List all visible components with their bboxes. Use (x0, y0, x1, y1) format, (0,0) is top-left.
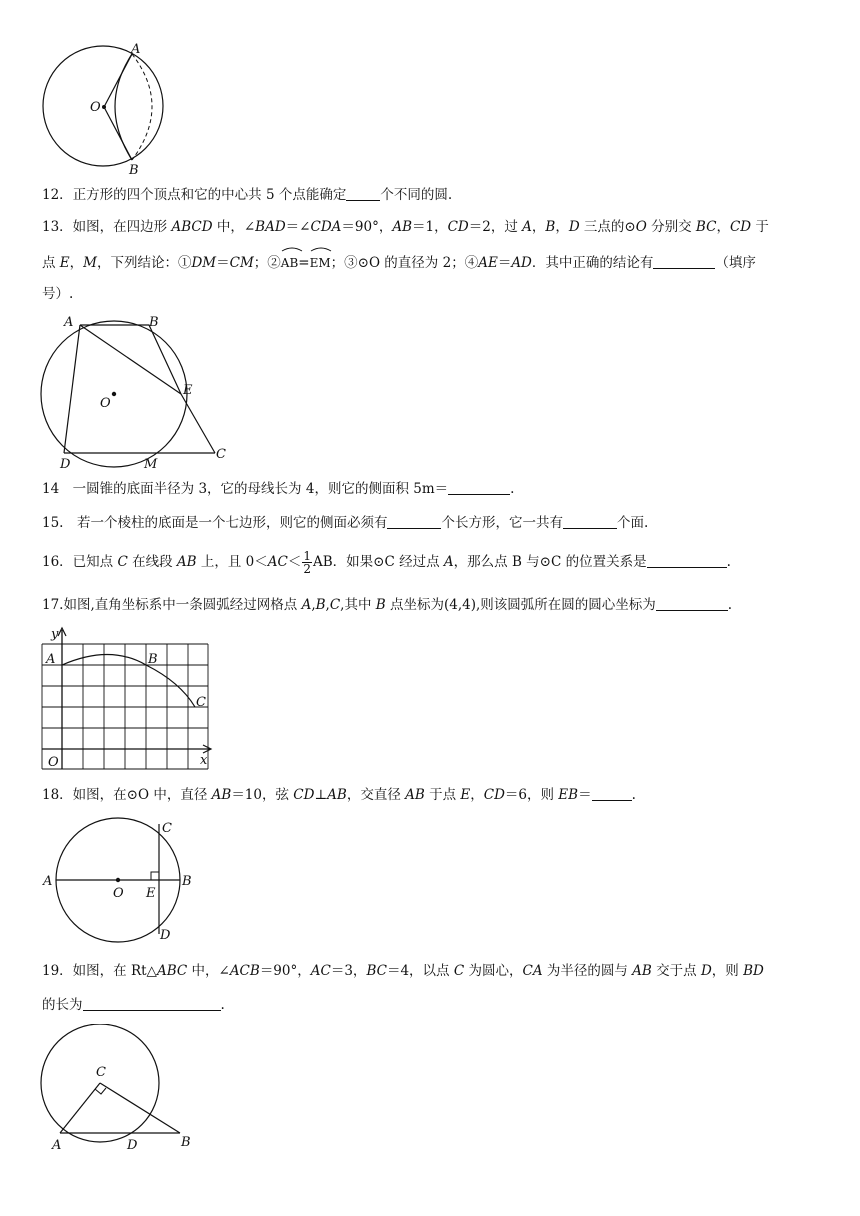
answer-blank[interactable] (563, 514, 617, 529)
fig-label: y (51, 627, 59, 642)
q12-tail: 个不同的圆. (380, 187, 453, 203)
answer-blank[interactable] (653, 254, 715, 269)
fig-label: C (196, 695, 206, 710)
question-16: 16．已知点 C 在线段 AB 上，且 0＜AC＜ $\frac{1}{2}$ AB．如果⊙C 经过点 A，那么点 B 与⊙C 的位置关系是 . (42, 549, 731, 576)
answer-blank[interactable] (647, 553, 727, 568)
question-17: 17.如图,直角坐标系中一条圆弧经过网格点 A,B,C,其中 B 点坐标为(4,4),则该圆弧所在圆的圆心坐标为 . (42, 597, 733, 613)
question-13-line2: 点 E，M，下列结论：①DM＝CM；② AB= EM；③⊙O 的直径为 2；④AE＝AD．其中正确的结论有 （填序 (42, 249, 756, 274)
figure-q19-triangle (36, 1024, 201, 1154)
fig-label: A (52, 1138, 62, 1153)
fig-label: E (146, 886, 156, 901)
fig-label: E (183, 383, 193, 398)
answer-blank[interactable] (387, 514, 441, 529)
question-14: 14 一圆锥的底面半径为 3，它的母线长为 4，则它的侧面积 5m＝ . (42, 481, 515, 497)
fraction-half: $\frac{1}{2}$ (303, 549, 311, 576)
question-18: 18．如图，在⊙O 中，直径 AB＝10，弦 CD⊥AB，交直径 AB 于点 E，CD＝6，则 EB＝ . (42, 787, 636, 803)
answer-blank[interactable] (346, 186, 380, 201)
arc-em: EM (310, 249, 331, 274)
question-13-line1: 13．如图，在四边形 ABCD 中，∠BAD＝∠CDA＝90°，AB＝1，CD＝2，过 A，B，D 三点的⊙O 分别交 BC，CD 于 (42, 219, 769, 235)
fig-label: O (48, 755, 59, 770)
arc-ab: AB (281, 249, 298, 274)
question-19-line1: 19．如图，在 Rt△ABC 中，∠ACB＝90°，AC＝3，BC＝4，以点 C 为圆心，CA 为半径的圆与 AB 交于点 D，则 BD (42, 963, 764, 979)
fig-label: O (100, 396, 111, 411)
question-12 (42, 184, 452, 206)
fig-label: A (46, 652, 56, 667)
fig-label: C (162, 821, 172, 836)
fig-label: A (64, 315, 74, 330)
fig-label: C (216, 447, 226, 462)
answer-blank[interactable] (656, 596, 728, 611)
fig-label: B (129, 163, 139, 178)
fig-label: B (148, 652, 158, 667)
question-19-line2: 的长为 . (42, 997, 225, 1013)
fig-label: O (113, 886, 124, 901)
fig-label: B (182, 874, 192, 889)
q12-text: 正方形的四个顶点和它的中心共 5 个点能确定 (72, 187, 347, 203)
fig-label: C (96, 1065, 106, 1080)
answer-blank[interactable] (592, 786, 632, 801)
figure-q13-quadrilateral (32, 312, 232, 474)
fig-label: x (200, 753, 208, 768)
figure-q11-circle (40, 40, 175, 180)
fig-label: D (60, 457, 71, 472)
answer-blank[interactable] (448, 480, 510, 495)
fig-label: D (160, 928, 171, 943)
figure-q17-grid (40, 624, 215, 772)
question-15: 15. 若一个棱柱的底面是一个七边形，则它的侧面必须有 个长方形，它一共有 个面. (42, 515, 649, 531)
fig-label: B (181, 1135, 191, 1150)
fig-label: A (43, 874, 53, 889)
fig-label: M (144, 457, 158, 472)
fig-label: D (127, 1138, 138, 1153)
fig-label: B (149, 315, 159, 330)
fig-label: A (131, 42, 141, 57)
question-13-line3: 号）. (42, 286, 74, 302)
figure-q18-circle (40, 814, 210, 946)
q12-number: 12． (42, 187, 73, 203)
answer-blank[interactable] (83, 996, 221, 1011)
fig-label: O (90, 100, 101, 115)
